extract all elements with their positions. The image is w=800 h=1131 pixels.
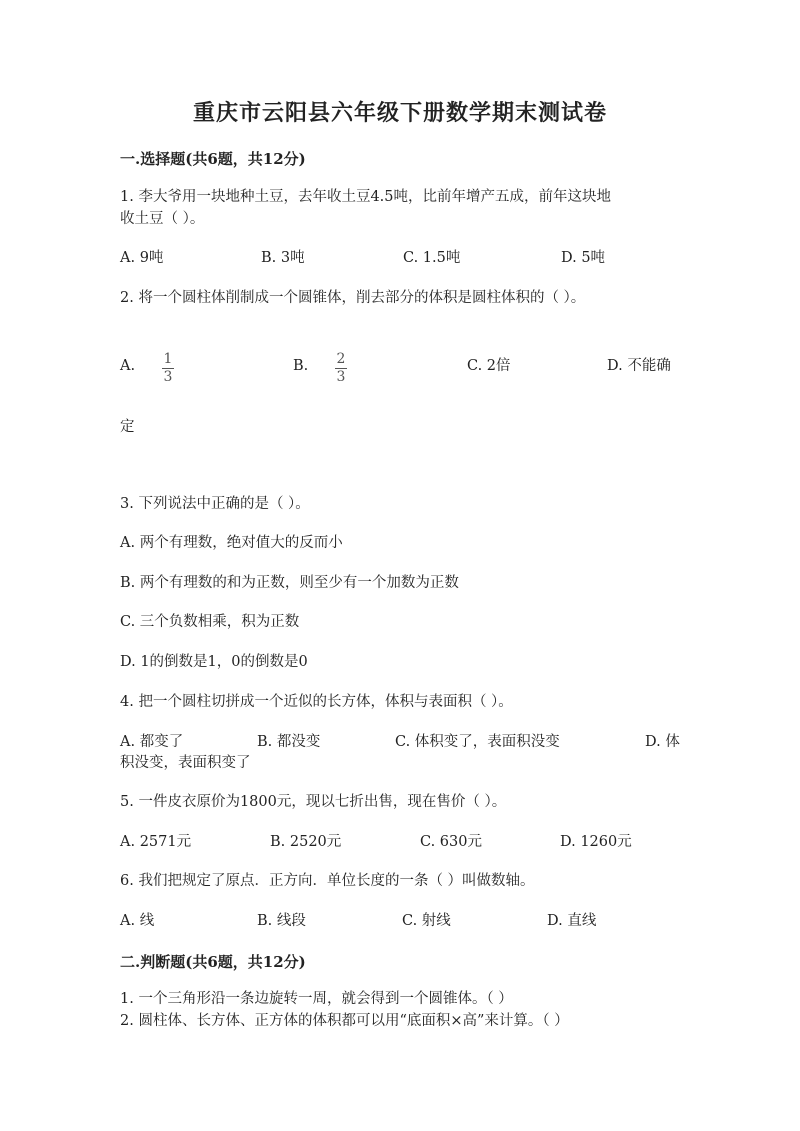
question-2-option-d-line1: D. 不能确 — [607, 358, 671, 374]
question-5-option-c: C. 630元 — [420, 834, 482, 850]
question-5-option-a: A. 2571元 — [120, 834, 192, 850]
question-6-option-c: C. 射线 — [402, 913, 451, 929]
question-3-text: 3. 下列说法中正确的是（ ）。 — [120, 496, 310, 512]
question-4-option-d-line1: D. 体 — [645, 734, 680, 750]
question-1-line1: 1. 李大爷用一块地种土豆，去年收土豆4.5吨，比前年增产五成，前年这块地 — [120, 189, 612, 205]
question-2-option-a-label: A. — [120, 358, 136, 374]
question-5-text: 5. 一件皮衣原价为1800元，现以七折出售，现在售价（ ）。 — [120, 794, 507, 810]
question-6-text: 6. 我们把规定了原点．正方向．单位长度的一条（ ）叫做数轴。 — [120, 873, 535, 889]
question-1-line2: 收土豆（ ）。 — [120, 211, 205, 227]
question-2-text: 2. 将一个圆柱体削制成一个圆锥体，削去部分的体积是圆柱体积的（ ）。 — [120, 290, 586, 306]
question-1-option-a: A. 9吨 — [120, 250, 164, 266]
question-2-option-b-fraction — [335, 352, 347, 385]
section-heading-choice: 一.选择题(共6题，共12分) — [120, 150, 306, 168]
question-3-option-b: B. 两个有理数的和为正数，则至少有一个加数为正数 — [120, 575, 459, 591]
question-2-option-d-line2: 定 — [120, 419, 135, 435]
question-4-option-c: C. 体积变了，表面积没变 — [395, 734, 560, 750]
question-4-option-d-line2: 积没变，表面积变了 — [120, 755, 251, 771]
judgement-1: 1. 一个三角形沿一条边旋转一周，就会得到一个圆锥体。（ ） — [120, 991, 513, 1007]
question-6-option-d: D. 直线 — [547, 913, 597, 929]
question-1-option-b: B. 3吨 — [261, 250, 305, 266]
fraction-denominator: 3 — [163, 369, 173, 385]
fraction-denominator: 3 — [336, 369, 346, 385]
question-6-option-b: B. 线段 — [257, 913, 306, 929]
question-1-option-c: C. 1.5吨 — [403, 250, 461, 266]
judgement-2: 2. 圆柱体、长方体、正方体的体积都可以用“底面积×高”来计算。（ ） — [120, 1013, 569, 1029]
fraction-numerator: 2 — [336, 351, 346, 367]
question-4-option-b: B. 都没变 — [257, 734, 321, 750]
question-6-option-a: A. 线 — [120, 913, 155, 929]
section-heading-judgement: 二.判断题(共6题，共12分) — [120, 953, 306, 971]
question-4-text: 4. 把一个圆柱切拼成一个近似的长方体，体积与表面积（ ）。 — [120, 694, 513, 710]
question-3-option-a: A. 两个有理数，绝对值大的反而小 — [120, 535, 343, 551]
question-3-option-d: D. 1的倒数是1，0的倒数是0 — [120, 654, 308, 670]
question-5-option-b: B. 2520元 — [270, 834, 342, 850]
question-4-option-a: A. 都变了 — [120, 734, 184, 750]
question-2-option-a-fraction — [162, 352, 174, 385]
page-title: 重庆市云阳县六年级下册数学期末测试卷 — [192, 100, 607, 126]
question-5-option-d: D. 1260元 — [560, 834, 632, 850]
question-2-option-b-label: B. — [293, 358, 309, 374]
question-1-option-d: D. 5吨 — [561, 250, 606, 266]
question-3-option-c: C. 三个负数相乘，积为正数 — [120, 614, 300, 630]
question-2-option-c: C. 2倍 — [467, 358, 511, 374]
fraction-numerator: 1 — [163, 351, 173, 367]
